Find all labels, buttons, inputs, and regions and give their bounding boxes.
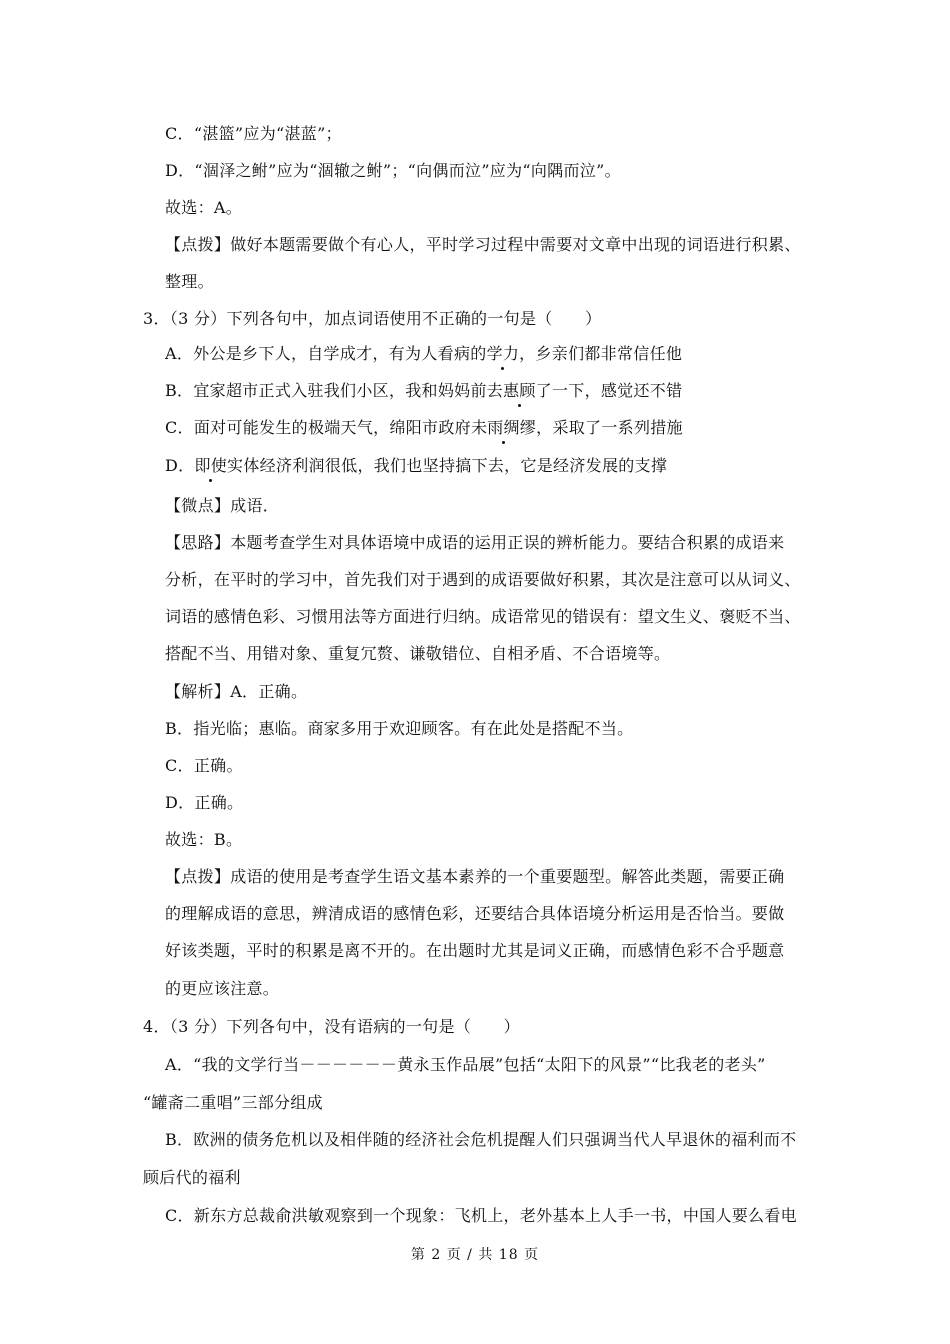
question-4-stem: 4．（3 分）下列各句中，没有语病的一句是（ ） (143, 1017, 520, 1036)
dianbo-line-4: 的更应该注意。 (165, 979, 280, 998)
option-text: ，乡亲们都非常信任他 (519, 344, 683, 363)
question-4-option-a-line-2: “罐斋二重唱”三部分组成 (143, 1093, 323, 1112)
question-4-option-c-line-1: C．新东方总裁俞洪敏观察到一个现象：飞机上，老外基本上人手一书，中国人要么看电 (165, 1206, 797, 1225)
dianbo-line-3: 好该类题，平时的积累是离不开的。在出题时尤其是词义正确，而感情色彩不合乎题意 (165, 941, 785, 960)
option-text: 实体经济利润很低，我们也坚持搞下去，它是经济发展的支撑 (227, 456, 668, 475)
answer-line: 故选：A。 (165, 198, 243, 217)
dianbo-line-1: 【点拨】成语的使用是考查学生语文基本素养的一个重要题型。解答此类题，需要正确 (165, 867, 785, 886)
dotted-term: 即使 (194, 456, 228, 475)
silu-line-3: 词语的感情色彩、习惯用法等方面进行归纳。成语常见的错误有：望文生义、褒贬不当、 (165, 607, 801, 626)
question-3-option-d (165, 455, 667, 477)
option-text: C．面对可能发生的极端天气，绵阳市政府 (165, 418, 471, 437)
page-number: 第 2 页 / 共 18 页 (410, 1247, 540, 1263)
option-text: A．外公是乡下人，自学成才，有为人看病的 (165, 344, 487, 363)
jiexi-line-a: 【解析】A．正确。 (165, 682, 308, 701)
option-d-correction: D．“涸泽之鲋”应为“涸辙之鲋”；“向偶而泣”应为“向隅而泣”。 (165, 161, 621, 180)
dotted-term: 未雨绸缪 (470, 418, 537, 437)
question-3-stem: 3．（3 分）下列各句中，加点词语使用不正确的一句是（ ） (143, 309, 602, 328)
question-4-option-b-line-2: 顾后代的福利 (143, 1168, 241, 1187)
question-3-option-a (165, 343, 682, 365)
jiexi-line-b: B．指光临；惠临。商家多用于欢迎顾客。有在此处是搭配不当。 (165, 719, 634, 738)
dotted-term: 学力 (486, 344, 520, 363)
option-text: ，采取了一系列措施 (536, 418, 683, 437)
silu-line-2: 分析，在平时的学习中，首先我们对于遇到的成语要做好积累，其次是注意可以从词义、 (165, 570, 801, 589)
question-4-option-b-line-1: B．欧洲的债务危机以及相伴随的经济社会危机提醒人们只强调当代人早退休的福利而不 (165, 1130, 797, 1149)
silu-line-1: 【思路】本题考查学生对具体语境中成语的运用正误的辨析能力。要结合积累的成语来 (165, 533, 785, 552)
weidian-line: 【微点】成语． (165, 496, 280, 515)
dianbo-line-2: 整理。 (165, 272, 214, 291)
answer-line: 故选：B。 (165, 830, 243, 849)
question-3-option-b (165, 380, 682, 402)
question-4-option-a-line-1: A．“我的文学行当－－－－－－黄永玉作品展”包括“太阳下的风景”“比我老的老头” (165, 1055, 766, 1074)
dotted-term: 惠顾 (503, 381, 536, 400)
option-text: D． (165, 456, 195, 475)
jiexi-line-c: C．正确。 (165, 756, 243, 775)
option-text: B．宜家超市正式入驻我们小区，我和妈妈前去 (165, 381, 504, 400)
dianbo-line-1: 【点拨】做好本题需要做个有心人，平时学习过程中需要对文章中出现的词语进行积累、 (165, 235, 801, 254)
option-c-correction: C．“湛篮”应为“湛蓝”； (165, 124, 342, 143)
dianbo-line-2: 的理解成语的意思，辨清成语的感情色彩，还要结合具体语境分析运用是否恰当。要做 (165, 904, 785, 923)
silu-line-4: 搭配不当、用错对象、重复冗赘、谦敬错位、自相矛盾、不合语境等。 (165, 644, 671, 663)
option-text: 了一下，感觉还不错 (535, 381, 683, 400)
jiexi-line-d: D．正确。 (165, 793, 244, 812)
question-3-option-c (165, 417, 683, 439)
